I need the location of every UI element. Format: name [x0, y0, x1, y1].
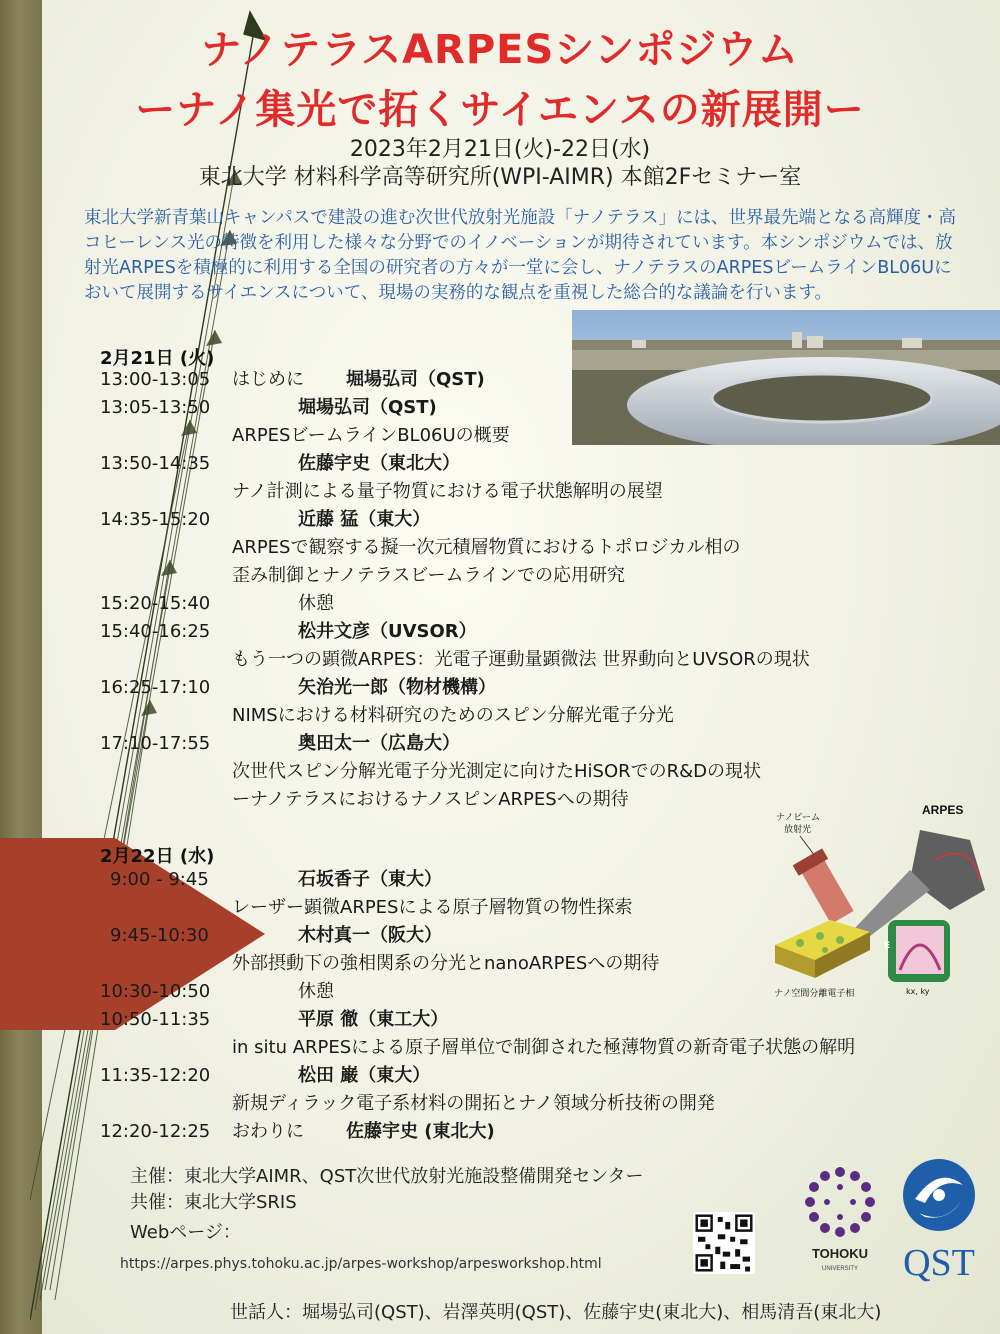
schedule-row	[100, 1062, 980, 1118]
day1-schedule	[100, 366, 980, 810]
time-slot: 13:05-13:50	[100, 397, 211, 418]
closing-label: おわりに	[232, 1121, 304, 1142]
talk-title: 外部摂動下の強相関系の分光とnanoARPESへの期待	[232, 953, 660, 974]
diagram-arpes-label: ARPES	[922, 803, 964, 817]
diagram-phase-label: ナノ空間分離電子相	[774, 989, 855, 999]
tohoku-university-logo	[795, 1160, 885, 1280]
schedule-row	[100, 450, 980, 506]
diagram-beam-label-1: ナノビーム	[776, 813, 821, 823]
talk-title: レーザー顕微ARPESによる原子層物質の物性探索	[232, 897, 633, 918]
speaker: 佐藤宇史 (東北大)	[346, 1121, 495, 1142]
qst-wordmark: QST	[903, 1242, 975, 1284]
time-slot: 13:00-13:05	[100, 369, 211, 390]
speaker: 佐藤宇史（東北大）	[298, 453, 460, 474]
schedule-row	[100, 674, 980, 730]
tohoku-wordmark: TOHOKU	[811, 1246, 869, 1261]
cosponsor: 共催：東北大学SRIS	[130, 1192, 297, 1213]
speaker: 堀場弘司（QST)	[346, 369, 485, 390]
talk-title: ナノ計測による量子物質における電子状態解明の展望	[232, 481, 663, 502]
speaker: 堀場弘司（QST)	[298, 397, 437, 418]
talk-title-line2: 歪み制御とナノテラスビームラインでの応用研究	[232, 565, 625, 586]
organizer: 主催：東北大学AIMR、QST次世代放射光施設整備開発センター	[130, 1166, 644, 1187]
event-venue: 東北大学 材料科学高等研究所(WPI-AIMR) 本館2Fセミナー室	[198, 165, 802, 190]
speaker: 松田 巌（東大）	[298, 1065, 431, 1086]
speaker: 松井文彦（UVSOR）	[298, 621, 477, 642]
time-slot: 16:25-17:10	[100, 677, 211, 698]
speaker: 近藤 猛（東大）	[298, 509, 431, 530]
time-slot: 12:20-12:25	[100, 1121, 211, 1142]
break-label: 休憩	[298, 981, 334, 1002]
day1-label: 2月21日 (火)	[100, 348, 215, 369]
intro-paragraph: 東北大学新青葉山キャンパスで建設の進む次世代放射光施設「ナノテラス」には、世界最先端となる高輝度・高コヒーレンス光の特徴を利用した様々な分野でのイノベーションが期待されています。本シンポジウムでは、放射光ARPESを積極的に利用する全国の研究者の方々が一堂に会し、ナノテラスのARPESビームラインBL06Uにおいて展開するサイエンスについて、現場の実務的な観点を重視した総合的な議論を行います。	[84, 208, 957, 303]
opening-label: はじめに	[232, 369, 304, 390]
speaker: 石坂香子（東大）	[298, 869, 442, 890]
qst-logo	[895, 1155, 983, 1285]
day2-label: 2月22日 (水)	[100, 846, 215, 867]
time-slot: 11:35-12:20	[100, 1065, 211, 1086]
contact-persons: 世話人：堀場弘司(QST)、岩澤英明(QST)、佐藤宇史(東北大)、相馬清吾(東北大)	[230, 1302, 882, 1323]
diagram-k-label: kx, ky	[906, 987, 930, 996]
talk-title: 次世代スピン分解光電子分光測定に向けたHiSORでのR&Dの現状	[232, 761, 762, 782]
break-label: 休憩	[298, 593, 334, 614]
schedule-row	[100, 1118, 980, 1146]
qr-code[interactable]	[693, 1212, 755, 1274]
speaker: 矢治光一郎（物材機構）	[298, 677, 496, 698]
time-slot: 9:00 - 9:45	[110, 869, 209, 890]
talk-title: in situ ARPESによる原子層単位で制御された極薄物質の新奇電子状態の解明	[232, 1037, 856, 1058]
talk-title: 新規ディラック電子系材料の開拓とナノ領域分析技術の開発	[232, 1093, 715, 1114]
arpes-diagram	[770, 800, 990, 1000]
speaker: 平原 徹（東工大）	[298, 1009, 449, 1030]
time-slot: 10:50-11:35	[100, 1009, 211, 1030]
red-accent-block	[0, 838, 115, 1030]
speaker: 木村真一（阪大）	[298, 925, 442, 946]
time-slot: 17:10-17:55	[100, 733, 211, 754]
time-slot: 10:30-10:50	[100, 981, 211, 1002]
tohoku-subtext: UNIVERSITY	[821, 1266, 859, 1272]
web-label: Webページ：	[130, 1222, 241, 1243]
schedule-row	[100, 590, 980, 618]
title-line-1: ナノテラスARPESシンポジウム	[201, 27, 799, 73]
title-line-2: ーナノ集光で拓くサイエンスの新展開ー	[135, 87, 865, 133]
diagram-beam-label-2: 放射光	[784, 825, 812, 835]
schedule-row	[100, 506, 980, 590]
speaker: 奥田太一（広島大）	[298, 733, 460, 754]
time-slot: 14:35-15:20	[100, 509, 211, 530]
time-slot: 9:45-10:30	[110, 925, 209, 946]
schedule-row	[100, 366, 980, 394]
talk-title: ARPESで観察する擬一次元積層物質におけるトポロジカル相の	[232, 537, 741, 558]
talk-title: ARPESビームラインBL06Uの概要	[232, 425, 510, 446]
event-date: 2023年2月21日(火)-22日(水)	[349, 137, 651, 162]
talk-title: NIMSにおける材料研究のためのスピン分解光電子分光	[232, 705, 674, 726]
schedule-row	[100, 1006, 990, 1062]
diagram-e-label: E	[884, 941, 891, 951]
talk-title: もう一つの顕微ARPES：光電子運動量顕微法 世界動向とUVSORの現状	[232, 649, 810, 670]
schedule-row	[100, 618, 980, 674]
schedule-row	[100, 394, 980, 450]
time-slot: 15:20-15:40	[100, 593, 211, 614]
website-link[interactable]: https://arpes.phys.tohoku.ac.jp/arpes-workshop/arpesworkshop.html	[120, 1256, 602, 1272]
time-slot: 13:50-14:35	[100, 453, 211, 474]
talk-title-line2: ーナノテラスにおけるナノスピンARPESへの期待	[232, 789, 629, 810]
time-slot: 15:40-16:25	[100, 621, 211, 642]
